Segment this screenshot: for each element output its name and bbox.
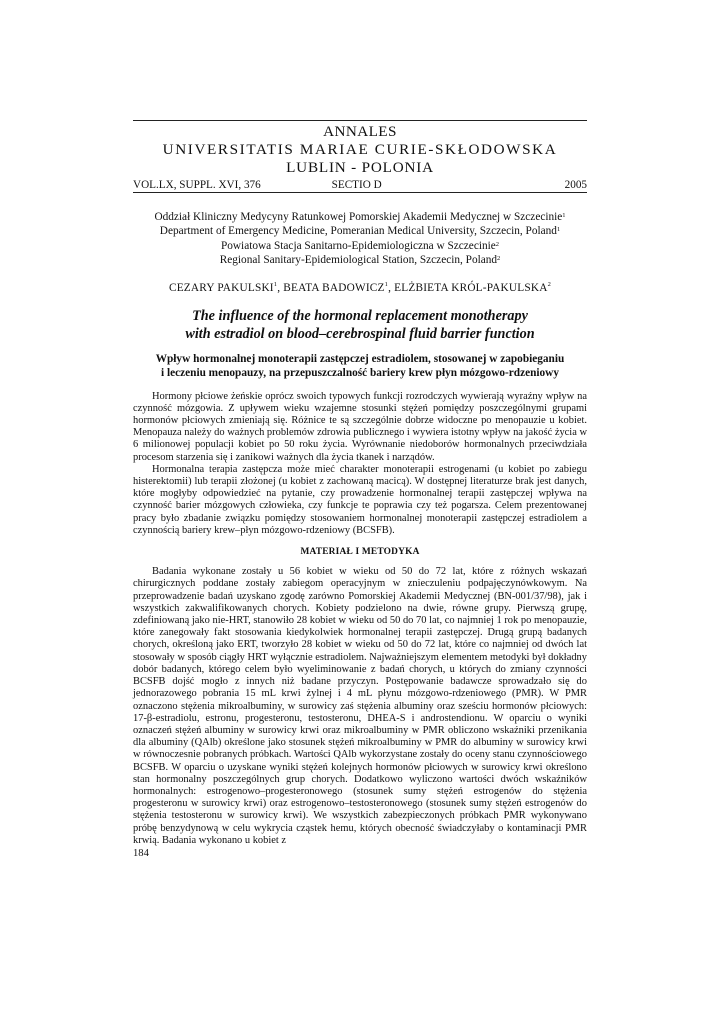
intro-paragraph: Hormonalna terapia zastępcza może mieć charakter monoterapii estrogenami (u kobiet po zabiegu histerektomii) lub terapii złożonej (u kobiet z zachowaną macicą). W dostępnej literaturze brak jest danych, które mogłyby odpowiedzieć na pytanie, czy prowadzenie hormonalnej terapii zastępczej wpływa na czynność barier mózgowych człowieka, czy funkcje te poprawia czy też pogarsza. Celem prezentowanej pracy było zbadanie związku pomiędzy stosowaniem hormonalnej monoterapii zastępczej estradiolem a czynnością bariery krew–płyn mózgowo-rdzeniowy (BCSFB). [133, 463, 587, 536]
journal-header [133, 123, 587, 177]
page-number: 184 [133, 847, 149, 859]
article-body [133, 391, 587, 847]
author-name: BEATA BADOWICZ [283, 281, 385, 294]
english-title: The influence of the hormonal replacement monotherapy with estradiol on blood–cerebrospinal fluid barrier function [185, 307, 535, 342]
methods-paragraph: Badania wykonane zostały u 56 kobiet w wieku od 50 do 72 lat, które z różnych wskazań chirurgicznych poddane zostały zabiegom operacyjnym w znieczuleniu podpajęczynówkowym. Na przeprowadzenie badań uzyskano zgodę zarówno Pomorskiej Akademii Medycznej (BN-001/37/98), jak i wszystkich zakwalifikowanych chorych. Kobiety podzielono na dwie, równe grupy. Pierwszą grupę, zdefiniowaną jako nie-HRT, stanowiło 28 kobiet w wieku od 50 do 70 lat, co najmniej 1 rok po menopauzie, które zanegowały fakt stosowania kiedykolwiek hormonalnej terapii zastępczej. Drugą grupą badanych chorych, określoną jako ERT, tworzyło 28 kobiet w wieku od 50 do 72 lat, które co najmniej od dwóch lat stosowały w sposób ciągły HRT wyłącznie estradiolem. Najważniejszym elementem metodyki był dokładny dobór badanych, którego celem było wyeliminowanie z badań chorych, u których do zmiany czynności BCSFB dojść mogło z innych niż badane przyczyn. Postępowanie badawcze sprowadzało się do jednorazowego pobrania 15 mL krwi żylnej i 4 mL płynu mózgowo-rdzeniowego (PMR). W PMR oznaczono stężenia mikroalbuminy, w surowicy zaś stężenia albuminy oraz sześciu hormonów płciowych: 17-β-estradiolu, estronu, progesteronu, testosteronu, DHEA-S i androstendionu. W oparciu o wyniki oznaczeń stężeń albuminy w surowicy krwi oraz mikroalbuminy w PMR obliczono wskaźniki przenikania dla albuminy (QAlb) określone jako stosunek stężeń mikroalbuminy w PMR do albuminy w surowicy krwi w równoczesnie pobranych próbkach. Wartości QAlb wykorzystane zostały do oceny stanu czynnościowego BCSFB. W oparciu o uzyskane wyniki stężeń kolejnych hormonów płciowych w surowicy krwi określono stan hormonalny poszczególnych grup chorych. Dodatkowo wyliczono wartości dwóch wskaźników hormonalnych: estrogenowo–progesteronowego (stosunek sumy stężeń estrogenów do stężenia progesteronu w surowicy krwi) oraz estrogenowo–testosteronowego (stosunek sumy stężeń estrogenów do stężenia testosteronu w surowicy krwi). We wszystkich zabezpieczonych próbkach PMR wykonywano próbę benzydynową w celu wykrycia cząstek hemu, których obecność świadczyłaby o kontaminacji PMR krwią. Badania wykonano u kobiet z [133, 566, 587, 846]
volume-line [133, 178, 587, 192]
author-name: ELŻBIETA KRÓL-PAKULSKA [394, 281, 548, 294]
polish-title: Wpływ hormonalnej monoterapii zastępczej estradiolem, stosowanej w zapobieganiu i leczeniu menopauzy, na przepuszczalność bariery krew płyn mózgowo-rdzeniowy [155, 352, 565, 379]
affiliations [133, 210, 587, 268]
journal-location: LUBLIN - POLONIA [286, 159, 434, 176]
sectio-label: SECTIO D [331, 179, 382, 191]
publication-year: 2005 [564, 179, 587, 191]
affiliation-line: Regional Sanitary-Epidemiological Station, Szczecin, Poland$^2$ [219, 254, 501, 267]
journal-name: ANNALES [323, 123, 397, 140]
university-name: UNIVERSITATIS MARIAE CURIE-SKŁODOWSKA [162, 141, 558, 158]
paper-page [133, 120, 587, 859]
affiliation-line: Department of Emergency Medicine, Pomeranian Medical University, Szczecin, Poland$^1$ [159, 225, 561, 238]
author-name: CEZARY PAKULSKI [168, 281, 274, 294]
top-rule [133, 120, 587, 121]
intro-paragraph: Hormony płciowe żeńskie oprócz swoich typowych funkcji rozrodczych wywierają wyraźny wpływ na czynność mózgowia. Z upływem wieku wzajemne stosunki stężeń pomiędzy poszczególnymi grupami hormonów płciowych zmieniają się. Różnice te są szczególnie dobrze widoczne po menopauzie u kobiet. Menopauza należy do ważnych problemów zdrowia publicznego i wywiera istotny wpływ na jakość życia w 6 milionowej populacji kobiet po 50 roku życia. Wyrównanie niedoborów hormonalnych przeciwdziała procesom starzenia się i zanikowi ważnych dla życia tkanek i narządów. [133, 390, 587, 463]
affiliation-line: Powiatowa Stacja Sanitarno-Epidemiologiczna w Szczecinie$^2$ [220, 239, 500, 252]
section-heading: MATERIAŁ I METODYKA [300, 547, 420, 558]
affiliation-line: Oddział Kliniczny Medycyny Ratunkowej Pomorskiej Akademii Medycznej w Szczecinie$^1$ [154, 211, 566, 223]
header-bottom-rule [133, 192, 587, 193]
author-list: CEZARY PAKULSKI$^1$, BEATA BADOWICZ$^1$, ELŻBIETA KRÓL-PAKULSKA$^2$ [168, 280, 552, 294]
volume-info: VOL.LX, SUPPL. XVI, 376 [133, 179, 261, 191]
